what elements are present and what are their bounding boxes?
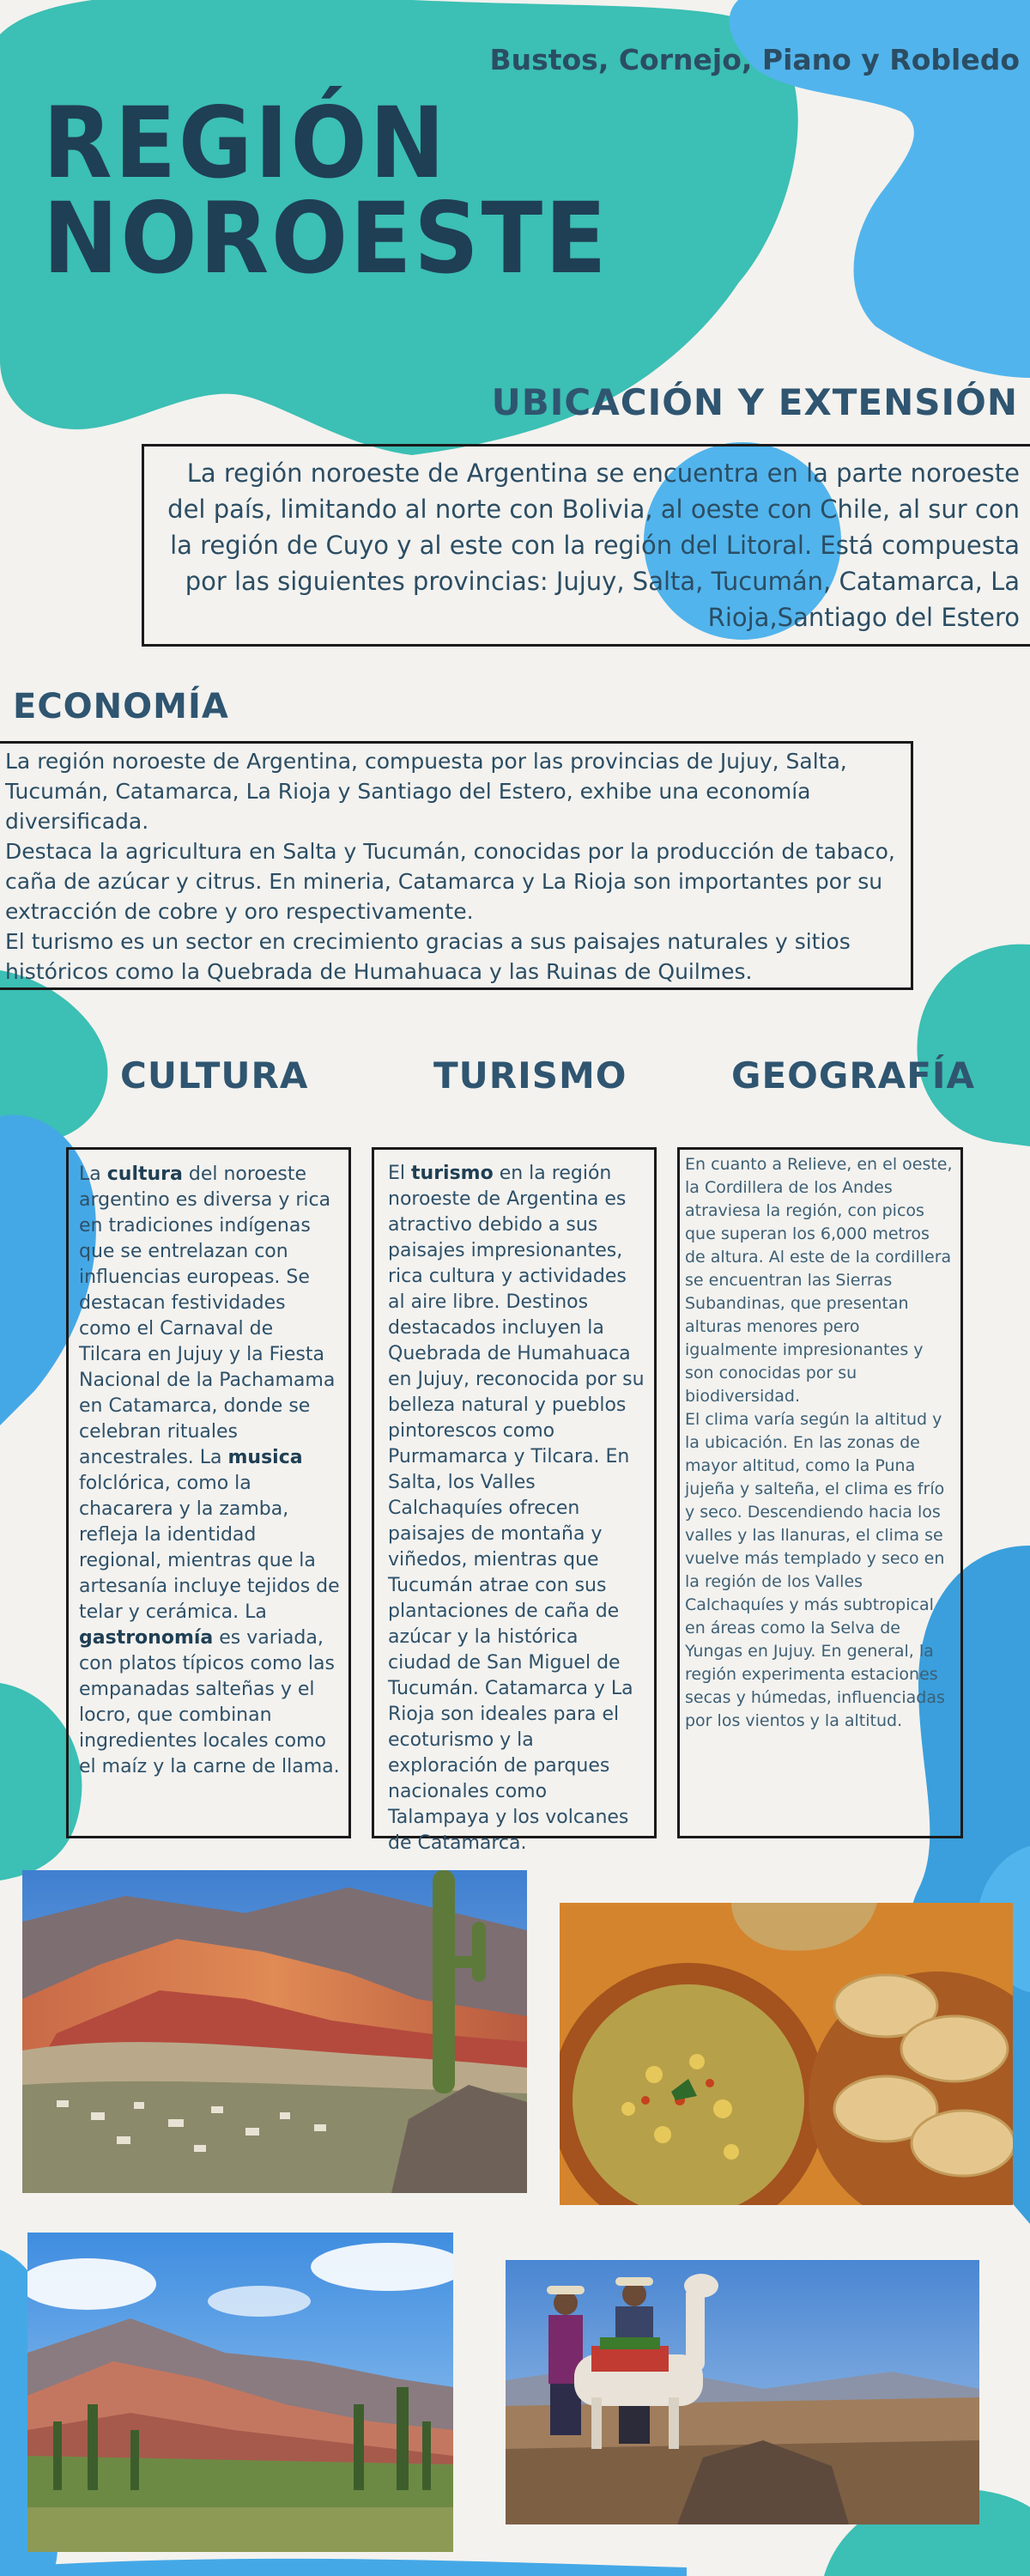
turismo-bold-1: turismo [411,1163,494,1184]
turismo-heading: TURISMO [433,1054,627,1097]
ubicacion-heading: UBICACIÓN Y EXTENSIÓN [491,381,1018,423]
cultura-bold-3: gastronomía [79,1627,214,1649]
economia-paragraph-2: Destaca la agricultura en Salta y Tucumán, conocidas por la producción de tabaco, caña de azúcar y citrus. En mineria, Catamarca y La Rioja son importantes por su extracción de cobre y oro respectivamente. [5,839,895,924]
hill-of-colors-image [22,1870,527,2193]
empanadas-locro-image [560,1903,1013,2205]
photo-hill-of-colors [22,1870,527,2193]
photo-mountain-valley [27,2233,453,2552]
economia-paragraph-3: El turismo es un sector en crecimiento gracias a sus paisajes naturales y sitios históricos como la Quebrada de Humahuaca y las Ruinas de Quilmes. [5,929,851,984]
teal-blob-right [917,945,1030,1146]
geografia-paragraph-1: En cuanto a Relieve, en el oeste, la Cordillera de los Andes atraviesa la región, con picos que superan los 6,000 metros de altura. Al este de la cordillera se encuentran las Sierras Subandinas, que presentan alturas menores pero igualmente impresionantes y son conocidas por su biodiversidad. [685,1155,953,1406]
page-title [43,86,609,295]
cultura-bold-2: musica [227,1447,303,1468]
turismo-box [372,1147,657,1854]
cultura-text: La cultura del noroeste argentino es diversa y rica en tradiciones indígenas que se entrelazan con influencias europeas. Se destacan festividades como el Carnaval de Tilcara en Jujuy y la Fiesta Nacional de la Pachamama en Catamarca, donde se celebran rituales ancestrales. La musica folclórica, como la chacarera y la zamba, refleja la identidad regional, mientras que la artesanía incluye tejidos de telar y cerámica. La gastronomía es variada, con platos típicos como las empanadas salteñas y el locro, que combinan ingredientes locales como el maíz y la carne de llama. [79,1163,340,1777]
cultura-bold-1: cultura [106,1163,183,1185]
llama-herders-image [506,2260,979,2524]
economia-paragraph-1: La región noroeste de Argentina, compuesta por las provincias de Jujuy, Salta, Tucumán, Catamarca, La Rioja y Santiago del Estero, exhibe una economía diversificada. [5,749,847,834]
economia-box [0,741,913,990]
sky-blob-bottom [0,2559,687,2576]
cultura-heading: CULTURA [120,1054,309,1097]
title-line-1: REGIÓN [43,86,448,200]
ubicacion-text: La región noroeste de Argentina se encuentra en la parte noroeste del país, limitando al norte con Bolivia, al oeste con Chile, al sur con la región de Cuyo y al este con la región del Litoral. Está compuesta por las siguientes provincias: Jujuy, Salta, Tucumán, Catamarca, La Rioja,Santiago del Estero [167,459,1020,632]
authors-line: Bustos, Cornejo, Piano y Robledo [489,43,1020,76]
photo-llama-herders [506,2260,979,2524]
cultura-box [66,1147,351,1838]
turismo-text: El turismo en la región noroeste de Argentina es atractivo debido a sus paisajes impresionantes, rica cultura y actividades al aire libre. Destinos destacados incluyen la Quebrada de Humahuaca en Jujuy, reconocida por su belleza natural y pueblos pintorescos como Purmamarca y Tilcara. En Salta, los Valles Calchaquíes ofrecen paisajes de montaña y viñedos, mientras que Tucumán atrae con sus plantaciones de caña de azúcar y la histórica ciudad de San Miguel de Tucumán. Catamarca y La Rioja son ideales para el ecoturismo y la exploración de parques nacionales como Talampaya y los volcanes de Catamarca. [388,1163,645,1854]
economia-heading: ECONOMÍA [13,687,229,726]
geografia-heading: GEOGRAFÍA [731,1054,976,1097]
title-line-2: NOROESTE [43,180,609,295]
geografia-paragraph-2: El clima varía según la altitud y la ubicación. En las zonas de mayor altitud, como la Puna jujeña y salteña, el clima es frío y seco. Descendiendo hacia los valles y las llanuras, el clima se vuelve más templado y seco en la región de los Valles Calchaquíes y más subtropical en áreas como la Selva de Yungas en Jujuy. En general, la región experimenta estaciones secas y húmedas, influenciadas por los vientos y la altitud. [685,1410,945,1730]
photo-empanadas-locro [560,1903,1013,2205]
geografia-box [677,1147,963,1838]
mountain-valley-image [27,2233,453,2552]
ubicacion-box [142,444,1030,647]
